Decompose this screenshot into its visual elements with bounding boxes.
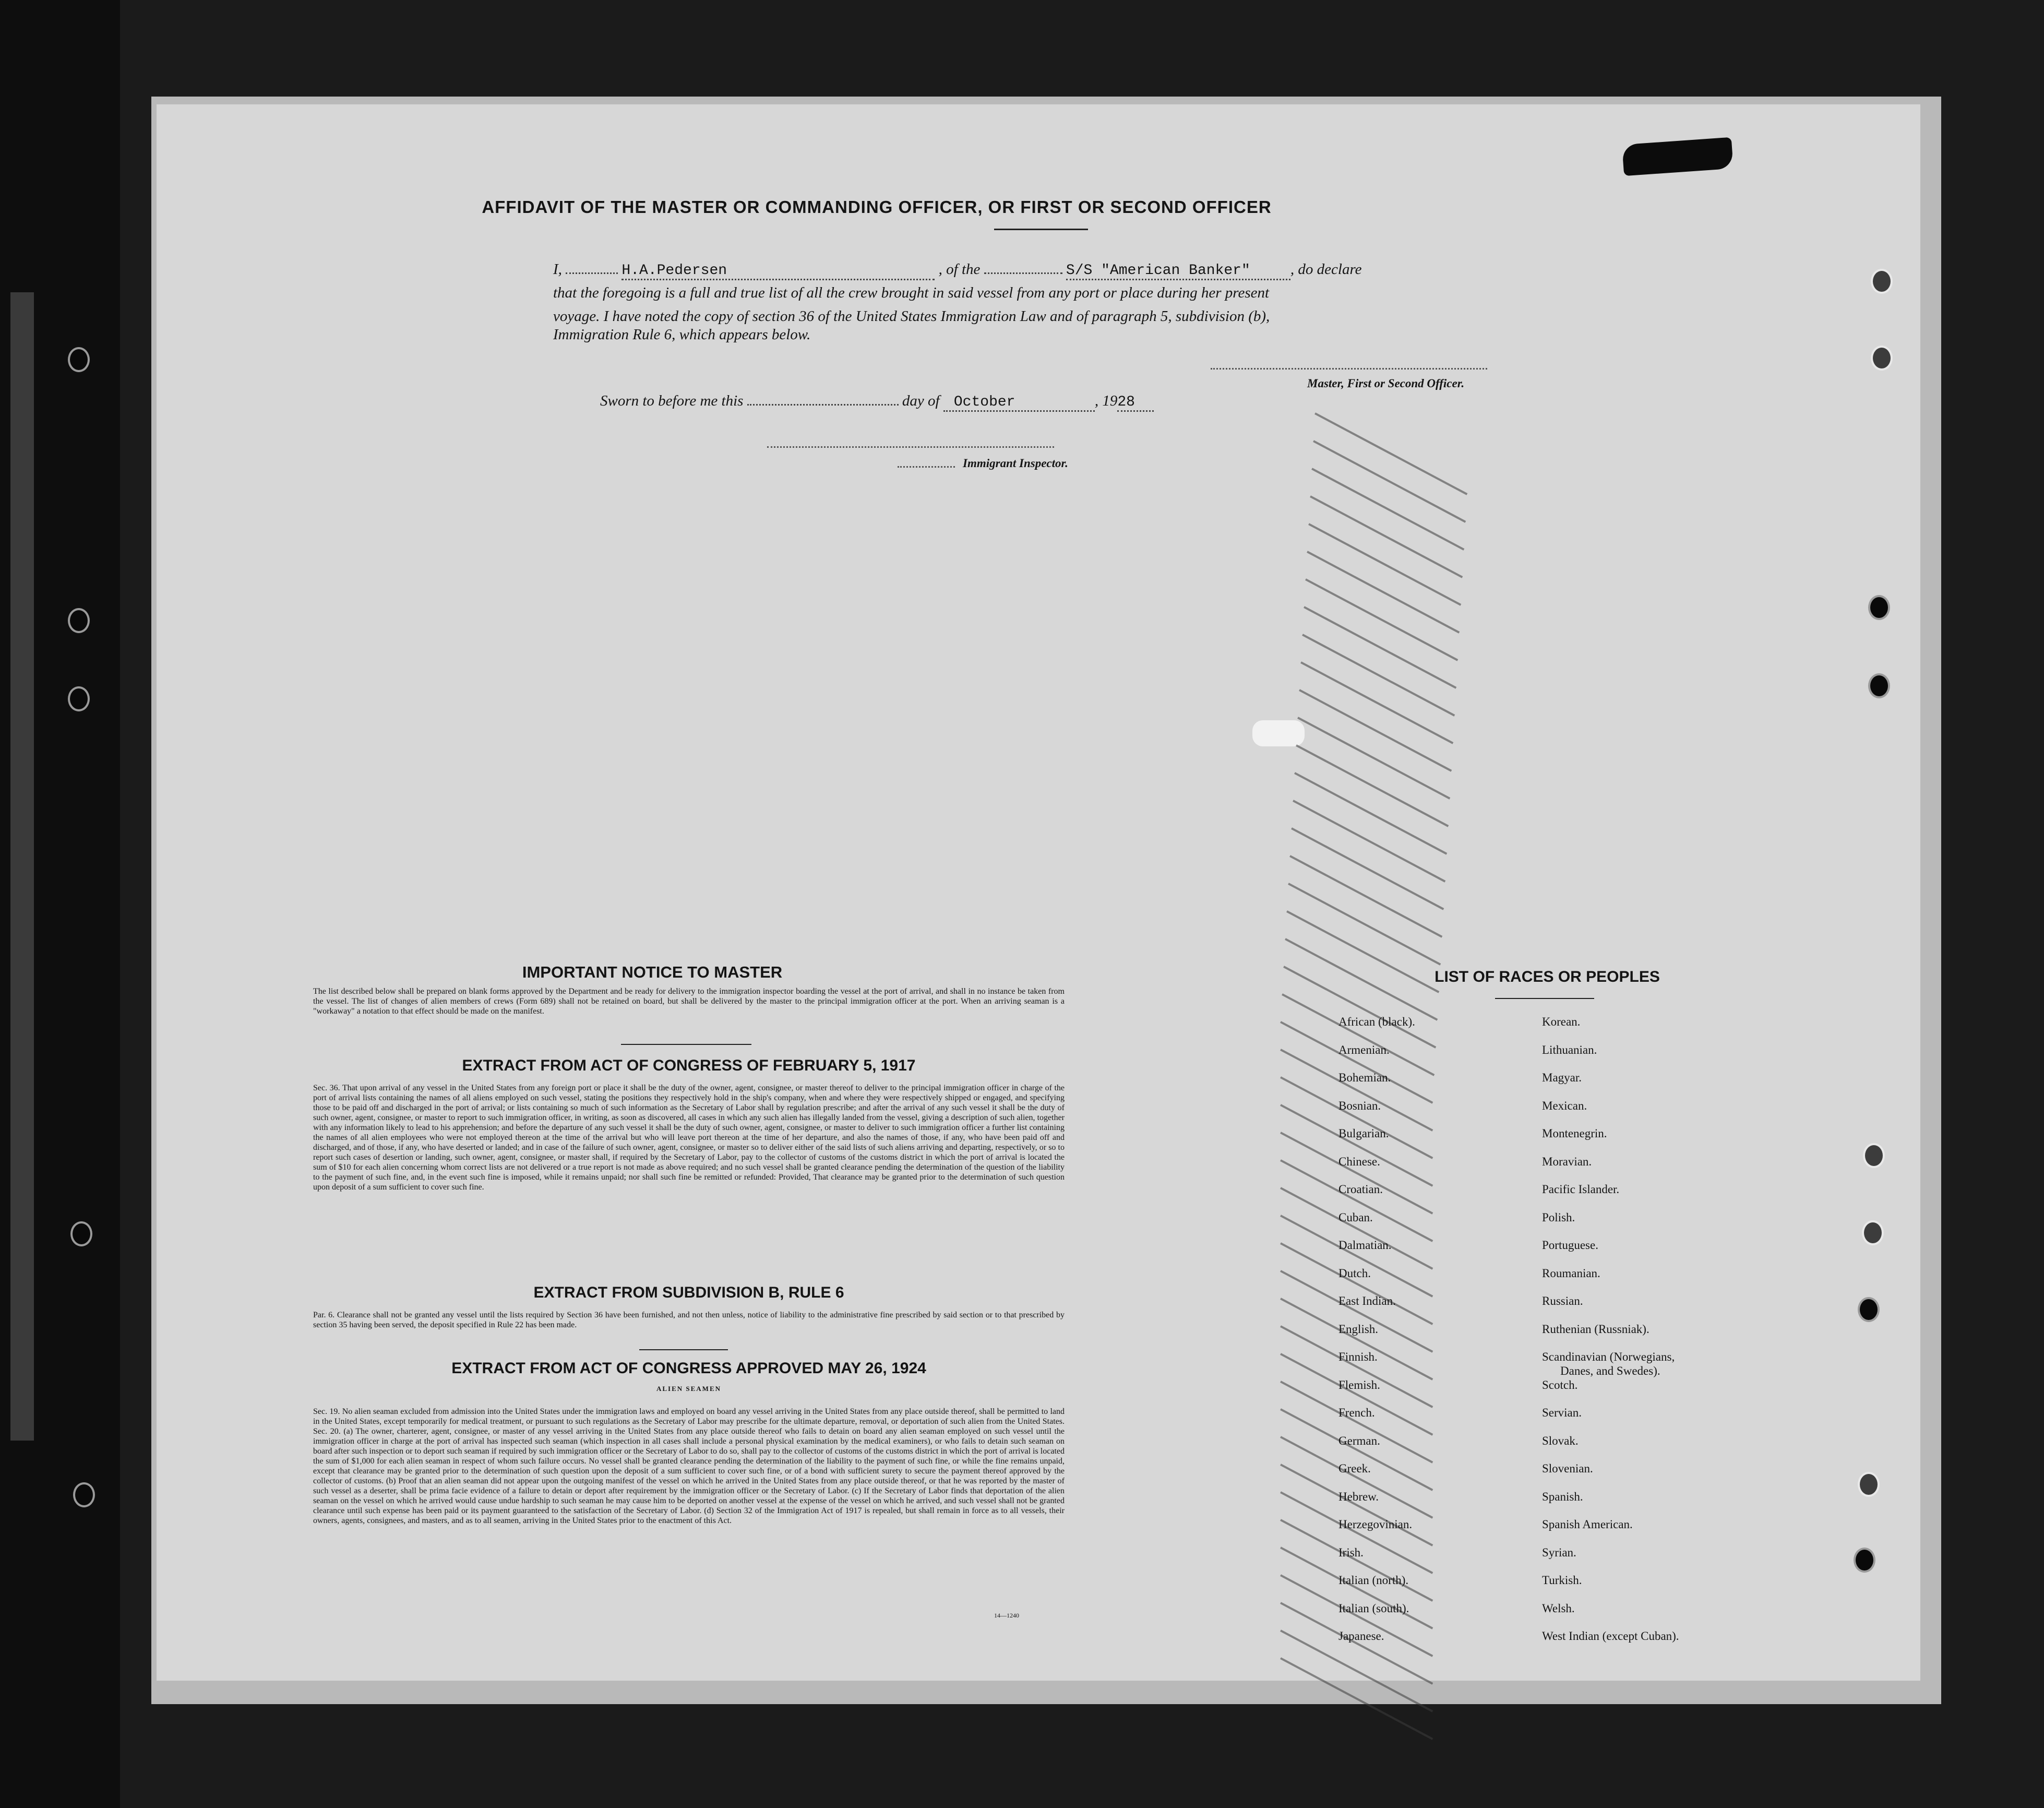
race-item: Hebrew. (1338, 1490, 1379, 1503)
punch-hole (1868, 673, 1890, 698)
affidavit-line-1 (553, 261, 1524, 280)
punch-hole (1858, 1472, 1880, 1497)
race-item: Roumanian. (1542, 1266, 1600, 1280)
binder-hole (68, 347, 90, 372)
race-item: Chinese. (1338, 1155, 1380, 1168)
affidavit-line-4: Immigration Rule 6, which appears below. (553, 326, 811, 343)
race-item: Spanish. (1542, 1490, 1583, 1503)
affidavit-title: AFFIDAVIT OF THE MASTER OR COMMANDING OFFICER, OR FIRST OR SECOND OFFICER (482, 197, 1272, 217)
punch-hole (1871, 346, 1893, 371)
master-name: H.A.Pedersen (621, 263, 935, 280)
race-item: Bulgarian. (1338, 1127, 1389, 1140)
race-item: Flemish. (1338, 1378, 1380, 1391)
race-item: Slovak. (1542, 1434, 1579, 1447)
race-item: Polish. (1542, 1210, 1575, 1224)
rule6-heading: EXTRACT FROM SUBDIVISION B, RULE 6 (533, 1284, 844, 1301)
affidavit-i: I, (553, 261, 562, 278)
divider (621, 1044, 751, 1045)
race-item: Dalmatian. (1338, 1239, 1392, 1252)
race-item: Scotch. (1542, 1378, 1578, 1391)
extract-1924-heading: EXTRACT FROM ACT OF CONGRESS APPROVED MAY 26, 1924 (451, 1360, 926, 1377)
notice-heading: IMPORTANT NOTICE TO MASTER (522, 963, 783, 981)
alien-seamen-subheading: ALIEN SEAMEN (656, 1385, 722, 1393)
race-item: Finnish. (1338, 1350, 1378, 1363)
race-item: Bosnian. (1338, 1099, 1381, 1112)
signature-caption: Master, First or Second Officer. (1307, 377, 1465, 390)
extract-1917-heading: EXTRACT FROM ACT OF CONGRESS OF FEBRUARY 5, 1917 (462, 1057, 916, 1074)
race-item: Danes, and Swedes). (1560, 1364, 1660, 1377)
punch-hole (1863, 1143, 1885, 1168)
race-item: Armenian. (1338, 1043, 1390, 1056)
year-prefix: , 19 (1094, 392, 1118, 409)
divider (639, 1349, 728, 1350)
rule6-text: Par. 6. Clearance shall not be granted any vessel until the lists required by Section 36 have been furnished, and not then unless, notice of liability to the administrative fine prescribed by said section or to that prescribed by section 35 having been served, the deposit specified in Rule 22 has been made. (313, 1311, 1065, 1329)
paper-smudge (1252, 720, 1305, 746)
sworn-month: October (943, 394, 1095, 412)
extract-1917-text: Sec. 36. That upon arrival of any vessel in the United States from any foreign port or place it shall be the duty of the owner, agent, consignee, or master thereof to deliver to the principal immigration officer in charge of the port of arrival lists containing the names of all aliens employed on such vessel, stating the positions they respectively hold in the ship's company, when and where they were respectively shipped or engaged, and specifying those to be paid off and discharged in the port of arrival; or lists containing so much of such information as the Secretary of Labor shall by regulation prescribe; and after the arrival of any such vessel it shall be the duty of such owner, agent, consignee, or master to report to such immigration officer, in writing, as soon as discovered, all cases in which any such alien has illegally landed from the vessel, giving a description of such alien, together with any information likely to lead to his apprehension; and before the departure of any such vessel it shall be the duty of such owner, agent, consignee, or master to deliver to such immigration officer a further list containing the names of all alien employees who were not employed thereon at the time of the arrival but who will leave port thereon at the time of her departure, and also the names of those, if any, who have been paid off and discharged, and of those, if any, who have deserted or landed; and in case of the failure of such owner, agent, consignee, or master so to deliver either of the said lists of such aliens arriving and departing, respectively, or so to report such cases of desertion or landing, such owner, agent, consignee, or master shall, if required by the Secretary of Labor, pay to the collector of customs of the customs district in which the port of arrival is located the sum of $10 for each alien concerning whom correct lists are not delivered or a true report is not made as above required; and no such vessel shall be granted clearance pending the determination of the question of the liability to the payment of such fine, and, in the event such fine is imposed, while it remains unpaid; nor shall such fine be remitted or refunded: Provided, That clearance may be granted prior to the determination of such question upon deposit of a sum sufficient to cover such fine. (313, 1084, 1065, 1192)
race-item: Italian (south). (1338, 1601, 1409, 1615)
punch-hole (1868, 595, 1890, 620)
affidavit-line-3: voyage. I have noted the copy of section 36 of the United States Immigration Law and of paragraph 5, subdivision (b), (553, 308, 1270, 325)
race-item: Korean. (1542, 1015, 1581, 1028)
notice-text: The list described below shall be prepared on blank forms approved by the Department and be ready for delivery to the immigration inspector boarding the vessel at the port of arrival, and shall in no instance be taken from the vessel. The list of changes of alien members of crews (Form 689) shall not be retained on board, but shall be delivered by the master to the principal immigration officer at the port. When an arriving seaman is a "workaway" a notation to that effect should be made on the manifest. (313, 987, 1065, 1016)
binder-hole (68, 608, 90, 633)
race-item: Syrian. (1542, 1545, 1576, 1559)
race-item: Pacific Islander. (1542, 1183, 1620, 1196)
punch-hole (1858, 1297, 1880, 1322)
race-item: French. (1338, 1406, 1375, 1419)
signature-line (1211, 368, 1487, 370)
race-item: Magyar. (1542, 1071, 1582, 1084)
scan-frame-strip (10, 292, 34, 1441)
punch-hole (1862, 1220, 1884, 1245)
binder-hole (73, 1482, 95, 1507)
race-item: Herzegovinian. (1338, 1518, 1413, 1531)
race-item: Ruthenian (Russniak). (1542, 1322, 1649, 1336)
sworn-line (600, 392, 1154, 412)
punch-hole (1871, 269, 1893, 294)
race-item: Slovenian. (1542, 1462, 1593, 1475)
race-item: Italian (north). (1338, 1574, 1409, 1587)
inspector-dots (898, 466, 955, 468)
binder-hole (70, 1221, 92, 1246)
form-number: 14—1240 (994, 1612, 1019, 1619)
day-of-label: day of (902, 392, 940, 409)
race-item: Montenegrin. (1542, 1127, 1607, 1140)
race-item: Scandinavian (Norwegians, (1542, 1350, 1675, 1363)
race-item: Bohemian. (1338, 1071, 1391, 1084)
race-item: Servian. (1542, 1406, 1582, 1419)
race-item: West Indian (except Cuban). (1542, 1629, 1679, 1643)
race-item: East Indian. (1338, 1294, 1396, 1307)
inspector-signature-line (767, 446, 1054, 448)
sworn-label: Sworn to before me this (600, 392, 744, 409)
race-item: Greek. (1338, 1462, 1371, 1475)
affidavit-line-2: that the foregoing is a full and true list of all the crew brought in said vessel from any port or place during her present (553, 284, 1270, 301)
races-heading: LIST OF RACES OR PEOPLES (1435, 968, 1660, 985)
extract-1924-text: Sec. 19. No alien seaman excluded from admission into the United States under the immigration laws and employed on board any vessel arriving in the United States from any place outside thereof, shall be permitted to land in the United States, except temporarily for medical treatment, or pursuant to such regulations as the Secretary of Labor may prescribe for the ultimate departure, removal, or deportation of such alien from the United States. Sec. 20. (a) The owner, charterer, agent, consignee, or master of any vessel arriving in the United States from any place outside thereof who fails to detain on board any alien seaman employed on such vessel until the immigration officer in charge at the port of arrival has inspected such seaman (which inspection in all cases shall include a personal physical examination by the medical examiners), or who fails to detain such seaman on board after such inspection or to deport such seaman if required by such immigration officer or the Secretary of Labor to do so, shall pay to the collector of customs of the customs district in which the port of arrival is located the sum of $1,000 for each alien seaman in respect of whom such failure occurs. No vessel shall be granted clearance pending the determination of the liability to the payment of such fine, or while the fine remains unpaid, except that clearance may be granted prior to the determination of such question upon the deposit of a sum sufficient to cover such fine, or of a bond with sufficient surety to secure the payment thereof approved by the collector of customs. (b) Proof that an alien seaman did not appear upon the outgoing manifest of the vessel on which he arrived in the United States from any place outside thereof, or that he was reported by the master of such vessel as a deserter, shall be prima facie evidence of a failure to detain or deport after requirement by the immigration officer or the Secretary of Labor. (c) If the Secretary of Labor finds that deportation of the alien seaman on the vessel on which he arrived would cause undue hardship to such seaman he may cause him to be deported on another vessel at the expense of the vessel on which he arrived, and such vessel shall not be granted clearance until such expense has been paid or its payment guaranteed to the satisfaction of the Secretary of Labor. (d) Section 32 of the Immigration Act of 1917 is repealed, but shall remain in force as to all vessels, their owners, agents, consignees, and masters, and as to all seamen, arriving in the United States prior to the enactment of this Act. (313, 1407, 1065, 1525)
race-item: Dutch. (1338, 1266, 1371, 1280)
race-item: Russian. (1542, 1294, 1583, 1307)
race-item: German. (1338, 1434, 1380, 1447)
inspector-caption: Immigrant Inspector. (963, 457, 1068, 470)
race-item: Cuban. (1338, 1210, 1373, 1224)
race-item: Mexican. (1542, 1099, 1587, 1112)
vessel-name: S/S "American Banker" (1066, 263, 1290, 280)
race-item: Moravian. (1542, 1155, 1592, 1168)
race-item: Japanese. (1338, 1629, 1384, 1643)
binder-hole (68, 686, 90, 711)
race-item: Welsh. (1542, 1601, 1575, 1615)
affidavit-declare: , do declare (1290, 261, 1362, 278)
sworn-year: 28 (1117, 394, 1154, 412)
race-item: Lithuanian. (1542, 1043, 1597, 1056)
affidavit-of-the: , of the (938, 261, 981, 278)
race-item: African (black). (1338, 1015, 1415, 1028)
race-item: Turkish. (1542, 1574, 1582, 1587)
divider (994, 229, 1088, 230)
race-item: Portuguese. (1542, 1239, 1598, 1252)
race-item: English. (1338, 1322, 1379, 1336)
race-item: Spanish American. (1542, 1518, 1633, 1531)
punch-hole (1854, 1548, 1875, 1573)
divider (1495, 998, 1594, 999)
race-item: Croatian. (1338, 1183, 1383, 1196)
race-item: Irish. (1338, 1545, 1364, 1559)
